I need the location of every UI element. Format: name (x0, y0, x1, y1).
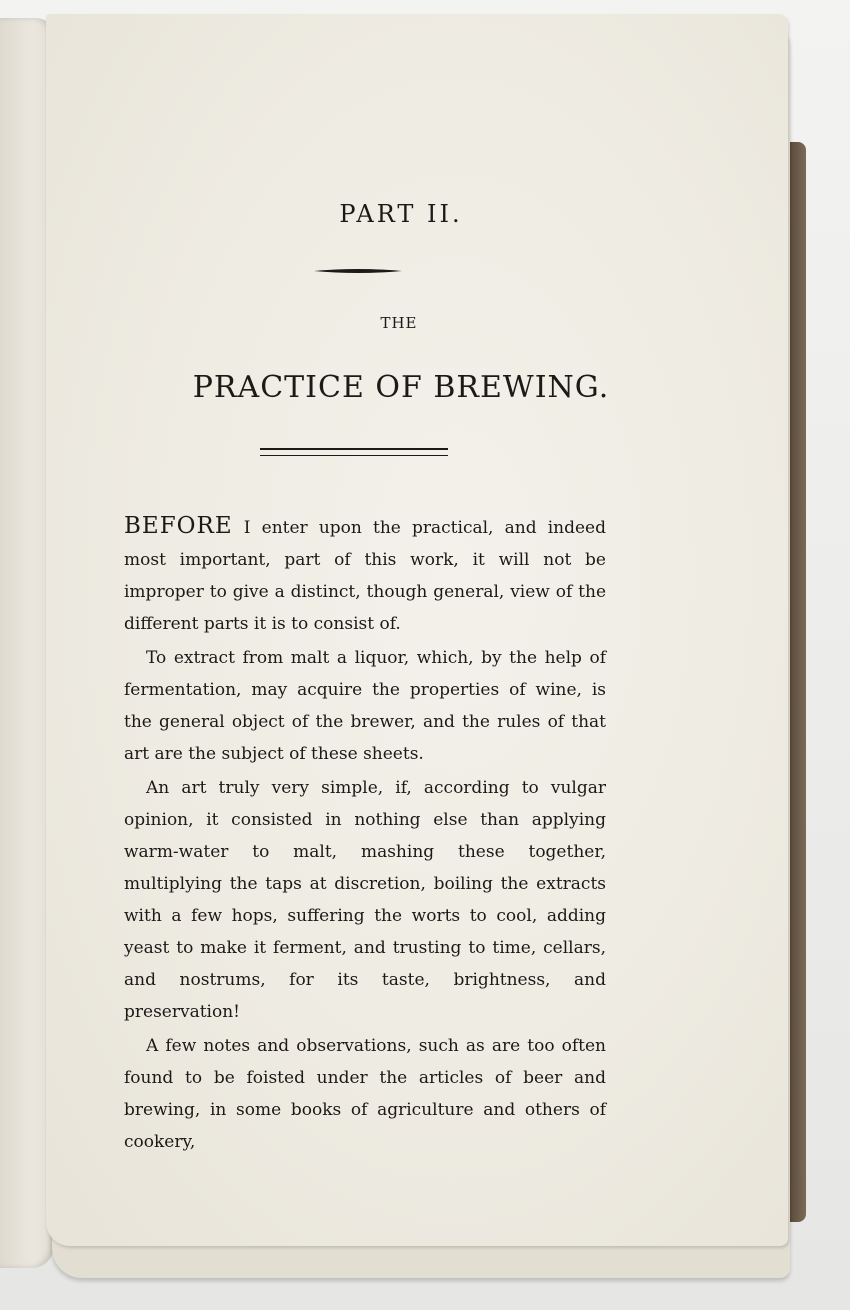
paragraph-3 (124, 772, 606, 1028)
page-title: PRACTICE OF BREWING. (192, 370, 610, 405)
paragraph-text: A few notes and observations, such as are too often found to be foisted under the articles of beer and brewing, in some books of agriculture and others of cookery, (124, 1036, 606, 1152)
paragraph-text: An art truly very simple, if, according to vulgar opinion, it consisted in nothing else than applying warm-water to malt, mashing these together, multiplying the taps at discretion, boiling the extracts with a few hops, suffering the worts to cool, adding yeast to make it ferment, and trusting to time, cellars, and nostrums, for its taste, brightness, and preservation! (124, 778, 606, 1022)
double-rule-divider (260, 448, 448, 456)
paragraph-2 (124, 642, 606, 770)
ornament-rule (314, 268, 402, 274)
title-the: THE (380, 314, 418, 332)
paragraph-1 (124, 510, 606, 640)
paragraph-4 (124, 1030, 606, 1158)
dropcap-word: BEFORE (124, 513, 233, 539)
paragraph-text: I enter upon the practical, and indeed most important, part of this work, it will not be improper to give a distinct, though general, view of the different parts it is to consist of. (124, 518, 606, 634)
paragraph-text: To extract from malt a liquor, which, by the help of fermentation, may acquire the properties of wine, is the general object of the brewer, and the rules of that art are the subject of these sheets. (124, 648, 606, 764)
body-text (124, 510, 606, 1160)
book-page (46, 14, 788, 1246)
part-heading: PART II. (339, 200, 463, 228)
